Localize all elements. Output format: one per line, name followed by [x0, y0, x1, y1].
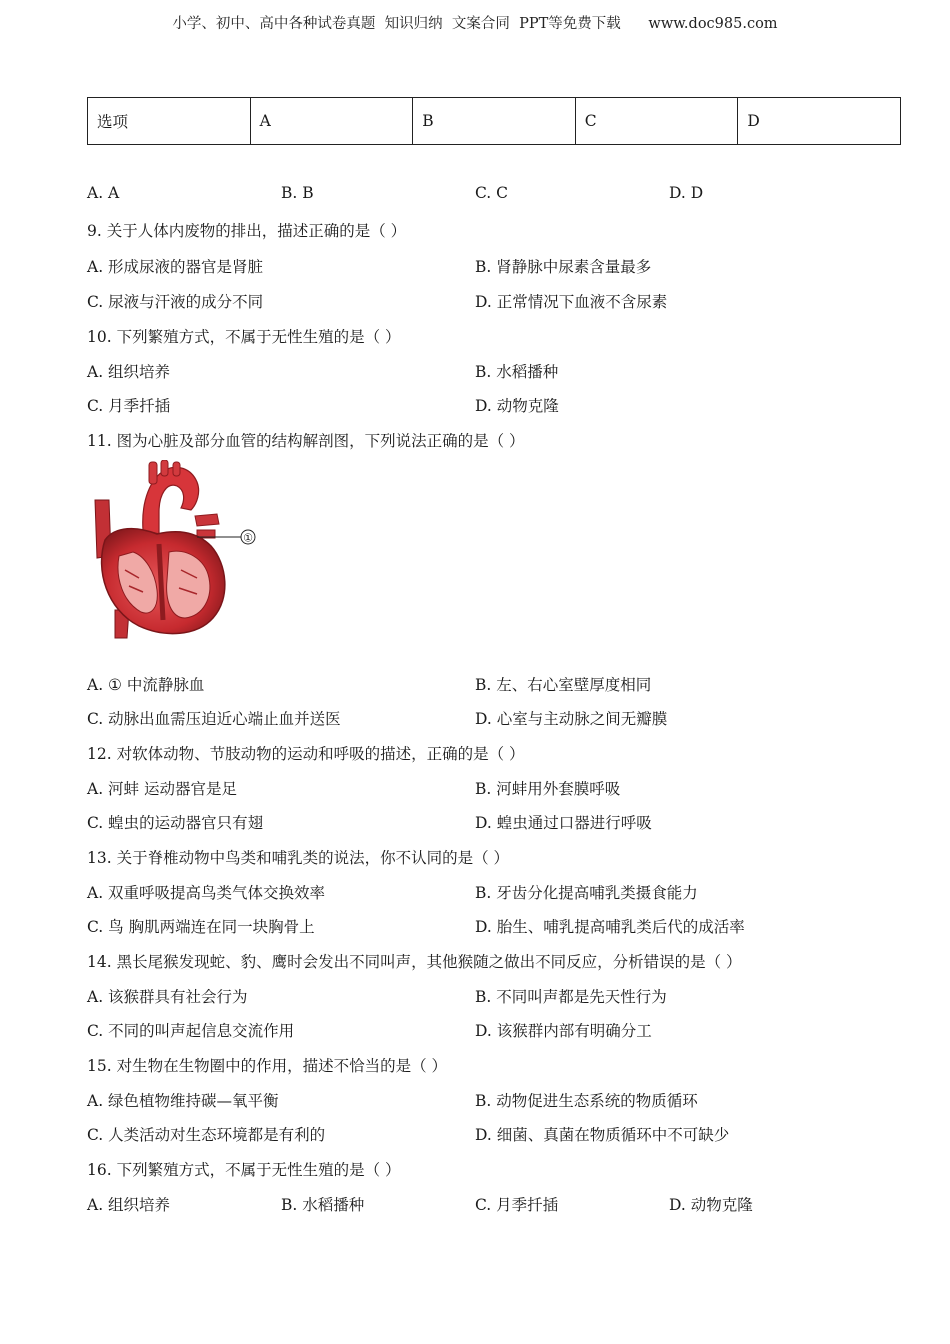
q15-option-d: D. 细菌、真菌在物质循环中不可缺少: [475, 1126, 730, 1144]
q11-option-c: C. 动脉出血需压迫近心端止血并送医: [87, 710, 341, 728]
q16-option-d: D. 动物克隆: [669, 1196, 753, 1214]
q10-option-d: D. 动物克隆: [475, 397, 559, 415]
q13-option-b: B. 牙齿分化提高哺乳类摄食能力: [475, 884, 698, 902]
q16-option-a: A. 组织培养: [87, 1196, 171, 1214]
q9-option-a: A. 形成尿液的器官是肾脏: [87, 258, 264, 276]
q13-option-d: D. 胎生、哺乳提高哺乳类后代的成活率: [475, 918, 745, 936]
q15-option-b: B. 动物促进生态系统的物质循环: [475, 1092, 698, 1110]
table-cell-a: A: [250, 98, 413, 145]
q15-stem: 15. 对生物在生物圈中的作用，描述不恰当的是（ ）: [87, 1057, 448, 1075]
q10-option-c: C. 月季扦插: [87, 397, 171, 415]
table-cell-b: B: [413, 98, 576, 145]
q16-stem: 16. 下列繁殖方式，不属于无性生殖的是（ ）: [87, 1161, 401, 1179]
figure-label: ①: [243, 531, 253, 545]
q9-option-b: B. 肾静脉中尿素含量最多: [475, 258, 652, 276]
q11-option-a: A. ① 中流静脉血: [87, 676, 205, 694]
q12-option-d: D. 蝗虫通过口器进行呼吸: [475, 814, 652, 832]
q13-option-c: C. 鸟 胸肌两端连在同一块胸骨上: [87, 918, 315, 936]
q10-option-a: A. 组织培养: [87, 363, 171, 381]
q16-option-c: C. 月季扦插: [475, 1196, 559, 1214]
page-header-banner: 小学、初中、高中各种试卷真题 知识归纳 文案合同 PPT等免费下载 www.doc985.com: [172, 16, 778, 32]
q9-stem: 9. 关于人体内废物的排出，描述正确的是（ ）: [87, 222, 407, 240]
q12-option-c: C. 蝗虫的运动器官只有翅: [87, 814, 264, 832]
q14-option-b: B. 不同叫声都是先天性行为: [475, 988, 667, 1006]
q13-stem: 13. 关于脊椎动物中鸟类和哺乳类的说法，你不认同的是（ ）: [87, 849, 510, 867]
q11-option-d: D. 心室与主动脉之间无瓣膜: [475, 710, 668, 728]
q8-option-b: B. B: [281, 184, 314, 202]
q14-option-a: A. 该猴群具有社会行为: [87, 988, 248, 1006]
q12-option-b: B. 河蚌用外套膜呼吸: [475, 780, 621, 798]
options-table: [87, 97, 901, 145]
q12-option-a: A. 河蚌 运动器官是足: [87, 780, 237, 798]
q14-option-d: D. 该猴群内部有明确分工: [475, 1022, 652, 1040]
q11-option-b: B. 左、右心室壁厚度相同: [475, 676, 652, 694]
q12-stem: 12. 对软体动物、节肢动物的运动和呼吸的描述，正确的是（ ）: [87, 745, 525, 763]
q11-stem: 11. 图为心脏及部分血管的结构解剖图，下列说法正确的是（ ）: [87, 432, 525, 450]
table-cell-d: D: [738, 98, 901, 145]
q14-option-c: C. 不同的叫声起信息交流作用: [87, 1022, 295, 1040]
q8-option-a: A. A: [87, 184, 120, 202]
q10-option-b: B. 水稻播种: [475, 363, 559, 381]
q9-option-c: C. 尿液与汗液的成分不同: [87, 293, 264, 311]
q15-option-a: A. 绿色植物维持碳—氧平衡: [87, 1092, 279, 1110]
q10-stem: 10. 下列繁殖方式，不属于无性生殖的是（ ）: [87, 328, 401, 346]
q14-stem: 14. 黑长尾猴发现蛇、豹、鹰时会发出不同叫声，其他猴随之做出不同反应，分析错误的是（ ）: [87, 953, 742, 971]
heart-anatomy-figure: [85, 460, 265, 640]
q16-option-b: B. 水稻播种: [281, 1196, 365, 1214]
table-cell-c: C: [575, 98, 738, 145]
q9-option-d: D. 正常情况下血液不含尿素: [475, 293, 668, 311]
q8-option-d: D. D: [669, 184, 704, 202]
q8-option-c: C. C: [475, 184, 509, 202]
q13-option-a: A. 双重呼吸提高鸟类气体交换效率: [87, 884, 326, 902]
q15-option-c: C. 人类活动对生态环境都是有利的: [87, 1126, 326, 1144]
table-cell-label: 选项: [88, 98, 251, 145]
